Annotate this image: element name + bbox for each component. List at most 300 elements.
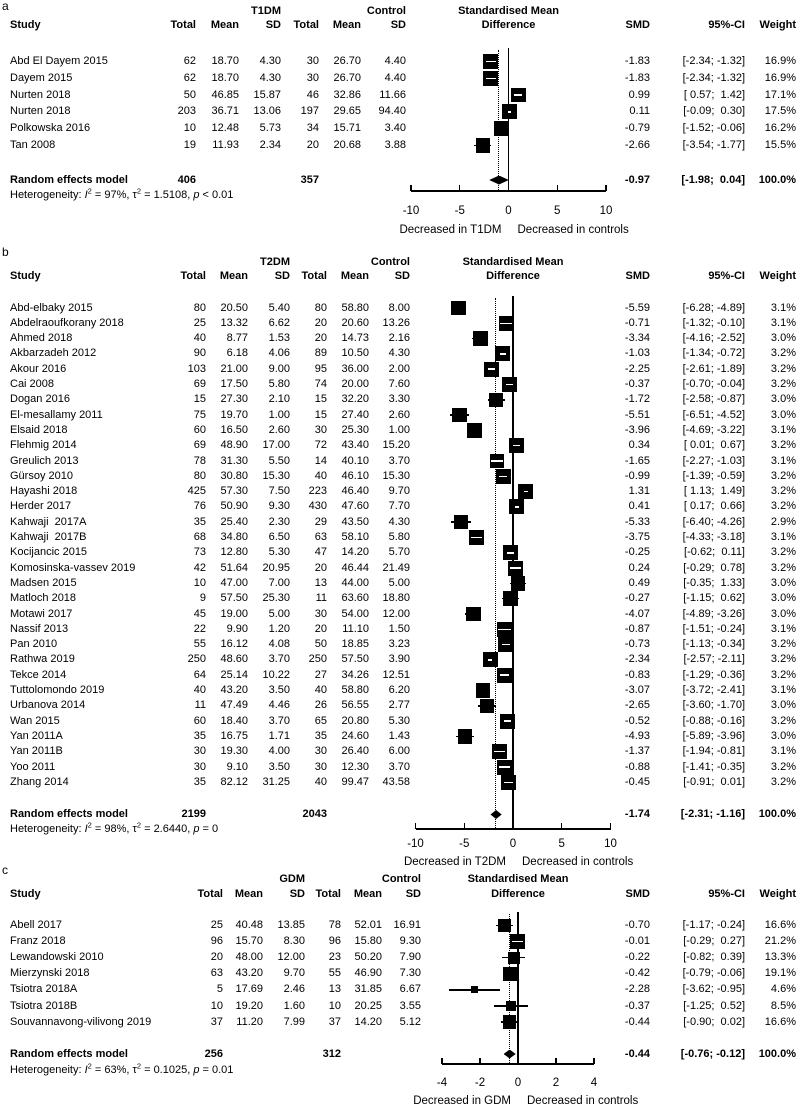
x-axis-tick-label: 0: [514, 1077, 522, 1089]
weight-value: 3.2%: [770, 653, 796, 666]
value-cell: 74: [314, 378, 327, 390]
study-name: Polkowska 2016: [10, 122, 91, 135]
value-cell: 37: [210, 1015, 223, 1028]
smd-value: 0.34: [628, 439, 650, 452]
value-cell: 8.77: [226, 332, 248, 345]
x-axis-tick: [593, 1058, 594, 1064]
value-cell: 51.64: [220, 561, 248, 574]
ci-inner-dash: [488, 659, 492, 661]
value-cell: 9.70: [388, 485, 410, 498]
value-cell: 62: [183, 55, 196, 67]
value-cell: 35: [193, 729, 206, 742]
ci-value: [-1.52; -0.06]: [682, 122, 745, 135]
ci-value: [-1.25; 0.52]: [683, 999, 745, 1012]
value-cell: 4.30: [259, 55, 281, 67]
value-cell: 14.20: [341, 546, 369, 559]
value-cell: 9.30: [399, 935, 421, 948]
pooled-diamond: [489, 176, 509, 185]
effect-square-marker: [480, 699, 495, 714]
study-name: Tan 2008: [10, 139, 56, 151]
weight-value: 8.5%: [770, 999, 796, 1012]
value-cell: 32.86: [333, 88, 361, 101]
smd-value: -0.99: [624, 469, 650, 482]
study-name: Dayem 2015: [10, 71, 73, 84]
axis-direction-label-right: Decreased in controls: [517, 224, 629, 236]
value-cell: 21.00: [220, 362, 248, 375]
weight-value: 3.1%: [770, 745, 796, 758]
pooled-ci-value: [-1.98; 0.04]: [681, 173, 745, 186]
value-cell: 10: [210, 999, 223, 1012]
weight-value: 17.1%: [764, 88, 796, 101]
control-total-header: Total: [293, 19, 319, 31]
value-cell: 46.44: [341, 561, 369, 574]
value-cell: 3.30: [388, 393, 410, 406]
effect-square-marker: [471, 986, 478, 993]
value-cell: 1.50: [388, 622, 410, 635]
study-name: Mierzynski 2018: [10, 967, 90, 980]
value-cell: 20: [306, 139, 319, 151]
value-cell: 76: [193, 500, 206, 513]
study-name: Abd El Dayem 2015: [10, 55, 108, 67]
x-axis-tick: [517, 1058, 518, 1064]
weight-value: 3.1%: [770, 423, 796, 436]
panel-letter: a: [2, 0, 9, 13]
value-cell: 34: [306, 122, 319, 135]
value-cell: 2.10: [268, 393, 290, 406]
study-name: Tekce 2014: [10, 668, 67, 681]
value-cell: 17.50: [220, 378, 248, 390]
value-cell: 11.10: [342, 622, 369, 635]
study-name: Nurten 2018: [10, 105, 71, 118]
study-name: Franz 2018: [10, 935, 66, 948]
ci-value: [ 0.57; 1.42]: [683, 88, 745, 101]
value-cell: 13: [314, 576, 327, 589]
axis-direction-label-right: Decreased in controls: [522, 856, 634, 868]
weight-value: 13.3%: [764, 951, 796, 964]
effect-square-marker: [467, 423, 482, 438]
value-cell: 5: [216, 983, 223, 996]
x-axis-tick-label: 5: [558, 838, 565, 850]
pooled-label: Random effects model: [10, 173, 128, 186]
value-cell: 12.00: [277, 951, 305, 964]
value-cell: 1.60: [283, 999, 305, 1012]
x-axis-tick-label: 2: [552, 1077, 560, 1089]
value-cell: 82.12: [220, 775, 248, 788]
value-cell: 18.80: [382, 592, 410, 605]
value-cell: 60: [193, 714, 206, 727]
mean-header: Mean: [234, 888, 263, 900]
value-cell: 32.20: [341, 393, 369, 406]
value-cell: 4.40: [384, 71, 406, 84]
ci-value: [-1.34; -0.72]: [682, 347, 745, 360]
smd-header-line1: Standardised Mean: [467, 873, 569, 885]
axis-direction-label-left: Decreased in GDM: [413, 1095, 511, 1107]
smd-value: -0.37: [624, 378, 650, 390]
study-name: Herder 2017: [10, 500, 72, 513]
ci-inner-dash: [488, 368, 495, 370]
effect-square-marker: [476, 138, 490, 152]
smd-value: -0.87: [624, 622, 650, 635]
value-cell: 20.50: [220, 301, 248, 314]
study-name: Hayashi 2018: [10, 485, 78, 498]
value-cell: 16.12: [220, 638, 248, 651]
study-name: Motawi 2017: [10, 607, 73, 620]
weight-value: 3.2%: [770, 362, 796, 375]
value-cell: 5.40: [268, 301, 290, 314]
ci-inner-dash: [515, 506, 520, 508]
value-cell: 58.80: [341, 301, 369, 314]
pooled-dotted-line: [498, 50, 499, 190]
pooled-diamond: [504, 1050, 516, 1059]
smd-value: -0.37: [624, 999, 650, 1012]
control-sd-header: SD: [390, 19, 406, 31]
x-axis-tick-label: 0: [505, 205, 512, 217]
value-cell: 15: [193, 393, 206, 406]
value-cell: 13.32: [220, 316, 248, 329]
study-name: Tsiotra 2018A: [10, 983, 78, 996]
sd-header: SD: [265, 19, 281, 31]
value-cell: 15.87: [253, 88, 281, 101]
smd-value: -2.66: [624, 139, 650, 151]
ci-inner-dash: [514, 94, 522, 96]
smd-value: -4.07: [624, 607, 650, 620]
value-cell: 56.55: [341, 699, 369, 712]
ci-value: [-0.79; -0.06]: [682, 967, 745, 980]
value-cell: 2.00: [388, 362, 410, 375]
x-axis-tick-label: -10: [402, 205, 420, 217]
value-cell: 6.00: [388, 745, 410, 758]
study-name: Yoo 2011: [10, 760, 56, 773]
panel-letter: c: [2, 863, 8, 877]
x-axis-tick: [415, 823, 416, 829]
study-name: Gürsoy 2010: [10, 469, 73, 482]
value-cell: 31.30: [220, 454, 248, 467]
ci-inner-dash: [499, 476, 507, 478]
smd-value: -0.01: [624, 935, 650, 948]
ci-inner-dash: [506, 384, 512, 386]
value-cell: 14.20: [354, 1015, 382, 1028]
smd-value: -0.45: [624, 775, 650, 788]
value-cell: 6.62: [268, 316, 290, 329]
value-cell: 15.70: [235, 935, 263, 948]
weight-value: 3.1%: [770, 684, 796, 696]
weight-value: 16.9%: [764, 55, 796, 67]
value-cell: 5.80: [388, 531, 410, 543]
ci-value: [-4.89; -3.26]: [682, 607, 745, 620]
value-cell: 47.00: [220, 576, 248, 589]
value-cell: 90: [193, 347, 206, 360]
value-cell: 30.80: [220, 469, 248, 482]
value-cell: 12.48: [211, 122, 239, 135]
value-cell: 47.60: [341, 500, 369, 513]
effect-square-marker: [506, 1001, 515, 1010]
value-cell: 15: [314, 408, 327, 421]
ci-value: [-6.40; -4.26]: [682, 515, 745, 528]
value-cell: 26.40: [341, 745, 369, 758]
effect-square-marker: [508, 952, 520, 964]
value-cell: 20: [314, 316, 327, 329]
study-name: Nurten 2018: [10, 88, 71, 101]
value-cell: 20: [210, 951, 223, 964]
smd-value: -1.37: [624, 745, 650, 758]
ci-value: [-4.33; -3.18]: [682, 531, 745, 543]
smd-value: -0.83: [624, 668, 650, 681]
smd-value: -0.52: [624, 714, 650, 727]
value-cell: 3.70: [388, 454, 410, 467]
value-cell: 4.30: [259, 71, 281, 84]
axis-direction-label-left: Decreased in T1DM: [399, 224, 502, 236]
value-cell: 15.80: [354, 935, 382, 948]
weight-value: 3.1%: [770, 454, 796, 467]
value-cell: 30: [306, 71, 319, 84]
study-name: Souvannavong-vilivong 2019: [10, 1015, 152, 1028]
smd-column-header: SMD: [625, 19, 650, 31]
smd-value: -3.96: [624, 423, 650, 436]
value-cell: 7.50: [268, 485, 290, 498]
smd-value: 0.99: [628, 88, 650, 101]
value-cell: 1.53: [268, 332, 290, 345]
value-cell: 94.40: [378, 105, 406, 118]
value-cell: 6.67: [399, 983, 421, 996]
effect-square-marker: [451, 301, 466, 316]
pooled-weight-value: 100.0%: [758, 173, 796, 186]
value-cell: 26.70: [333, 71, 361, 84]
value-cell: 27.30: [220, 393, 248, 406]
value-cell: 35: [193, 515, 206, 528]
value-cell: 50: [314, 638, 327, 651]
study-name: Kahwaji 2017B: [10, 531, 87, 543]
value-cell: 10.22: [262, 668, 290, 681]
weight-value: 21.2%: [764, 935, 796, 948]
ci-column-header: 95%-CI: [708, 270, 745, 282]
value-cell: 430: [308, 500, 327, 513]
value-cell: 43.50: [341, 515, 369, 528]
value-cell: 250: [308, 653, 327, 666]
value-cell: 2.60: [388, 408, 410, 421]
smd-value: -1.72: [624, 393, 650, 406]
value-cell: 44.00: [341, 576, 369, 589]
value-cell: 64: [193, 668, 206, 681]
smd-value: -0.88: [624, 760, 650, 773]
value-cell: 46.85: [211, 88, 239, 101]
weight-value: 16.6%: [764, 1015, 796, 1028]
ci-value: [-0.82; 0.39]: [683, 951, 745, 964]
smd-header-line2: Difference: [491, 888, 545, 900]
axis-direction-label-left: Decreased in T2DM: [403, 856, 506, 868]
weight-value: 3.0%: [770, 607, 796, 620]
value-cell: 19.20: [235, 999, 263, 1012]
ci-value: [-0.90; 0.02]: [683, 1015, 745, 1028]
value-cell: 30: [306, 55, 319, 67]
value-cell: 7.00: [268, 576, 290, 589]
weight-value: 3.2%: [770, 714, 796, 727]
value-cell: 30: [314, 607, 327, 620]
value-cell: 3.40: [384, 122, 406, 135]
value-cell: 11.20: [236, 1015, 263, 1028]
value-cell: 18.70: [211, 71, 239, 84]
value-cell: 17.00: [262, 439, 290, 452]
value-cell: 19.70: [220, 408, 248, 421]
total-header: Total: [180, 270, 206, 282]
study-column-header: Study: [10, 888, 41, 900]
value-cell: 48.90: [220, 439, 248, 452]
weight-value: 2.9%: [770, 515, 796, 528]
weight-value: 3.1%: [770, 316, 796, 329]
value-cell: 7.90: [399, 951, 421, 964]
value-cell: 31.25: [262, 775, 290, 788]
value-cell: 5.12: [399, 1015, 421, 1028]
value-cell: 1.00: [388, 423, 410, 436]
weight-value: 3.2%: [770, 638, 796, 651]
value-cell: 10: [183, 122, 196, 135]
ci-value: [-0.09; 0.30]: [683, 105, 745, 118]
ci-value: [ 1.13; 1.49]: [683, 485, 745, 498]
value-cell: 55: [328, 967, 341, 980]
value-cell: 27: [314, 668, 327, 681]
value-cell: 4.06: [268, 347, 290, 360]
value-cell: 5.30: [388, 714, 410, 727]
weight-value: 3.0%: [770, 592, 796, 605]
value-cell: 29.65: [333, 105, 361, 118]
weight-column-header: Weight: [759, 19, 796, 31]
control-mean-header: Mean: [353, 888, 382, 900]
value-cell: 34.80: [220, 531, 248, 543]
value-cell: 78: [328, 919, 341, 931]
smd-value: -0.71: [624, 316, 650, 329]
ci-value: [-0.91; 0.01]: [683, 775, 745, 788]
value-cell: 47: [314, 546, 327, 559]
value-cell: 40: [314, 469, 327, 482]
ci-value: [-3.54; -1.77]: [682, 139, 745, 151]
ci-value: [-0.70; -0.04]: [682, 378, 745, 390]
x-axis-tick: [508, 185, 509, 191]
smd-value: -1.03: [624, 347, 650, 360]
value-cell: 30: [193, 745, 206, 758]
value-cell: 14: [314, 454, 327, 467]
value-cell: 3.70: [268, 653, 290, 666]
value-cell: 78: [193, 454, 206, 467]
ci-inner-dash: [491, 460, 503, 462]
control-header: Control: [370, 256, 410, 268]
pooled-ci-value: [-2.31; -1.16]: [680, 808, 745, 820]
value-cell: 65: [314, 714, 327, 727]
ci-value: [-1.39; -0.59]: [682, 469, 745, 482]
effect-square-marker: [498, 919, 511, 932]
value-cell: 20.68: [333, 139, 361, 151]
control-sd-header: SD: [405, 888, 421, 900]
ci-value: [-4.69; -3.22]: [682, 423, 745, 436]
heterogeneity-text: Heterogeneity: $I^2 = 98\%$, $\tau^2 = 2.6440$, p = 0: [10, 819, 219, 835]
pooled-ctrl-total: 2043: [302, 808, 327, 820]
ci-value: [-0.29; 0.78]: [683, 561, 745, 574]
value-cell: 40: [193, 332, 206, 345]
smd-value: -0.42: [624, 967, 650, 980]
value-cell: 15: [314, 393, 327, 406]
value-cell: 9.70: [283, 967, 305, 980]
value-cell: 5.70: [388, 546, 410, 559]
smd-value: -5.59: [624, 301, 650, 314]
value-cell: 4.30: [388, 347, 410, 360]
smd-value: 1.31: [628, 485, 650, 498]
value-cell: 58.10: [341, 531, 369, 543]
value-cell: 24.60: [341, 729, 369, 742]
ci-value: [-2.34; -1.32]: [682, 71, 745, 84]
ci-value: [-2.57; -2.11]: [683, 653, 745, 666]
value-cell: 15.71: [333, 122, 361, 135]
smd-value: -2.34: [624, 653, 650, 666]
value-cell: 68: [193, 531, 206, 543]
control-sd-header: SD: [394, 270, 410, 282]
value-cell: 36.00: [341, 362, 369, 375]
ci-value: [-2.34; -1.32]: [682, 55, 745, 67]
control-mean-header: Mean: [332, 19, 361, 31]
pooled-ctrl-total: 357: [300, 173, 319, 186]
weight-value: 3.2%: [770, 561, 796, 574]
smd-value: -0.70: [624, 919, 650, 931]
value-cell: 63: [314, 531, 327, 543]
x-axis-tick-label: 10: [604, 838, 617, 850]
control-total-header: Total: [315, 888, 341, 900]
pooled-weight-value: 100.0%: [758, 1047, 796, 1060]
ci-value: [-1.94; -0.81]: [682, 745, 745, 758]
value-cell: 29: [314, 515, 327, 528]
control-header: Control: [381, 873, 421, 885]
ci-value: [-0.62; 0.11]: [684, 546, 745, 559]
value-cell: 72: [314, 439, 327, 452]
study-name: Nassif 2013: [10, 622, 69, 635]
study-name: Yan 2011B: [10, 745, 63, 758]
x-axis-tick: [605, 185, 606, 191]
effect-square-marker: [494, 121, 508, 135]
value-cell: 73: [193, 546, 206, 559]
value-cell: 425: [187, 485, 206, 498]
smd-value: -0.73: [624, 638, 650, 651]
value-cell: 47.49: [220, 699, 248, 712]
pooled-smd-value: -0.97: [624, 173, 650, 186]
value-cell: 19.00: [220, 607, 248, 620]
smd-value: -1.65: [624, 454, 650, 467]
value-cell: 1.20: [268, 622, 290, 635]
x-axis-tick: [610, 823, 611, 829]
value-cell: 12.80: [220, 546, 248, 559]
value-cell: 12.51: [382, 668, 410, 681]
axis-direction-label-right: Decreased in controls: [527, 1095, 639, 1107]
value-cell: 1.71: [268, 729, 290, 742]
value-cell: 30: [314, 760, 327, 773]
weight-value: 3.2%: [770, 439, 796, 452]
x-axis-tick-label: 5: [554, 205, 561, 217]
value-cell: 203: [177, 105, 196, 118]
value-cell: 46: [306, 88, 319, 101]
value-cell: 89: [314, 347, 327, 360]
x-axis-tick: [464, 823, 465, 829]
ci-inner-dash: [504, 720, 511, 722]
study-name: Abdelraoufkorany 2018: [10, 316, 124, 329]
ci-value: [-2.27; -1.03]: [682, 454, 745, 467]
weight-value: 3.0%: [770, 332, 796, 345]
sd-header: SD: [289, 888, 305, 900]
value-cell: 8.00: [388, 301, 410, 314]
study-name: Ahmed 2018: [10, 332, 73, 345]
ci-column-header: 95%-CI: [708, 888, 745, 900]
study-name: Cai 2008: [10, 378, 55, 390]
weight-value: 3.2%: [770, 347, 796, 360]
panel-letter: b: [2, 245, 9, 259]
value-cell: 48.60: [220, 653, 248, 666]
smd-value: -0.22: [624, 951, 650, 964]
heterogeneity-text: Heterogeneity: $I^2 = 97\%$, $\tau^2 = 1.5108$, p < 0.01: [10, 186, 234, 201]
value-cell: 19.30: [220, 745, 248, 758]
